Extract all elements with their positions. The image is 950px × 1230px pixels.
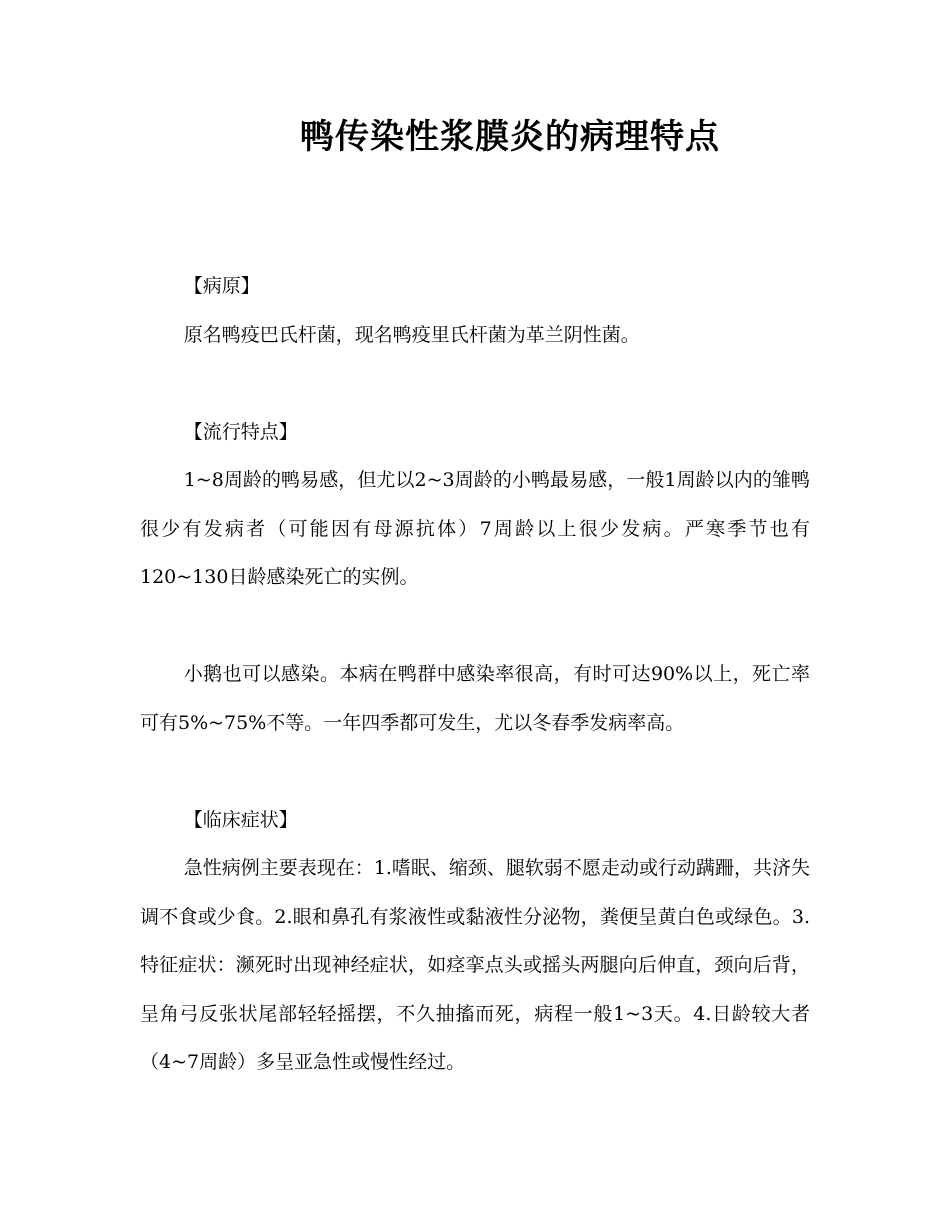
section-heading-epidemic: 【流行特点】 — [183, 420, 298, 443]
paragraph-clinical: 急性病例主要表现在：1.嗜眠、缩颈、腿软弱不愿走动或行动蹒跚，共济失调不食或少食。2.眼和鼻孔有浆液性或黏液性分泌物，粪便呈黄白色或绿色。3.特征症状：濒死时出现神经症状，如痉挛点头或摇头两腿向后伸直，颈向后背，呈角弓反张状尾部轻轻摇摆，不久抽搐而死，病程一般1~3天。4.日龄较大者（4~7周龄）多呈亚急性或慢性经过。 — [140, 857, 810, 1073]
paragraph-pathogen: 原名鸭疫巴氏杆菌，现名鸭疫里氏杆菌为革兰阴性菌。 — [183, 323, 640, 346]
section-heading-clinical: 【临床症状】 — [183, 808, 298, 831]
paragraph-epidemic-2: 小鹅也可以感染。本病在鸭群中感染率很高，有时可达90%以上，死亡率可有5%~75%不等。一年四季都可发生，尤以冬春季发病率高。 — [140, 663, 810, 734]
paragraph-epidemic-1: 1~8周龄的鸭易感，但尤以2~3周龄的小鸭最易感，一般1周龄以内的雏鸭很少有发病者（可能因有母源抗体）7周龄以上很少发病。严寒季节也有120~130日龄感染死亡的实例。 — [140, 469, 810, 588]
paragraph-gap — [140, 747, 810, 796]
document-title: 鸭传染性浆膜炎的病理特点 — [300, 117, 720, 157]
section-heading-pathogen: 【病原】 — [183, 275, 260, 297]
paragraph-gap — [140, 602, 810, 651]
paragraph-gap — [140, 359, 810, 408]
document-body — [140, 262, 810, 1087]
